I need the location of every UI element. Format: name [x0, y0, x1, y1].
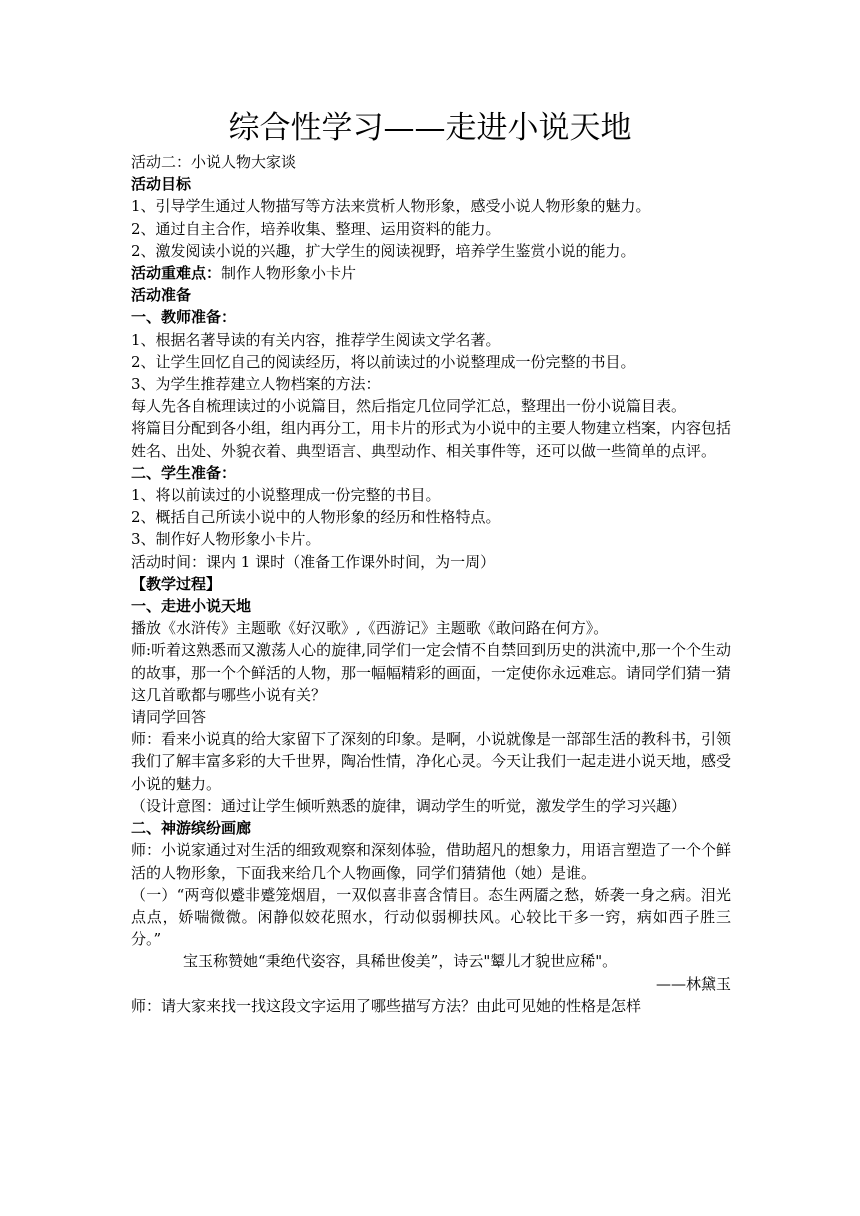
page-title: 综合性学习——走进小说天地 — [228, 110, 632, 146]
student-prep-item: 3、制作好人物形象小卡片。 — [131, 530, 321, 549]
prep-heading: 活动准备 — [131, 286, 192, 305]
last-line: 师：请大家来找一找这段文字运用了哪些描写方法？由此可见她的性格是怎样 — [131, 996, 642, 1015]
process-heading: 【教学过程】 — [131, 574, 222, 593]
student-prep-heading: 二、学生准备： — [131, 463, 237, 482]
goal-item: 1、引导学生通过人物描写等方法来赏析人物形象，感受小说人物形象的魅力。 — [131, 197, 651, 216]
teacher-prep-heading: 一、教师准备： — [131, 308, 237, 327]
key-text: 制作人物形象小卡片 — [221, 264, 357, 283]
goals-heading: 活动目标 — [131, 175, 192, 194]
activity-line: 活动二：小说人物大家谈 — [131, 153, 297, 171]
quote-line: 宝玉称赞她“秉绝代姿容，具稀世俊美”，诗云"颦儿才貌世应稀"。 — [183, 952, 618, 971]
section2-heading: 二、神游缤纷画廊 — [131, 819, 252, 838]
student-prep-item: 1、将以前读过的小说整理成一份完整的书目。 — [131, 486, 441, 505]
section1-paragraph: 请同学回答 — [131, 708, 207, 727]
section1-paragraph: 师:听着这熟悉而又激荡人心的旋律,同学们一定会情不自禁回到历史的洪流中,那一个个生动的故事，那一个个鲜活的人物，那一幅幅精彩的画面，一定使你永远难忘。请同学们猜一猜这几首歌都与哪些小说有关？ — [131, 641, 732, 704]
section1-paragraph: 师：看来小说真的给大家留下了深刻的印象。是啊，小说就像是一部部生活的教科书，引领我们了解丰富多彩的大千世界，陶冶性情，净化心灵。今天让我们一起走进小说天地，感受小说的魅力。 — [131, 730, 732, 793]
teacher-prep-item: 将篇目分配到各小组，组内再分工，用卡片的形式为小说中的主要人物建立档案，内容包括姓名、出处、外貌衣着、典型语言、典型动作、相关事件等，还可以做一些简单的点评。 — [131, 419, 732, 460]
goal-item: 2、通过自主合作，培养收集、整理、运用资料的能力。 — [131, 219, 501, 238]
section1-paragraph: 播放《水浒传》主题歌《好汉歌》,《西游记》主题歌《敢问路在何方》。 — [131, 619, 609, 638]
key-points — [131, 262, 731, 284]
key-label: 活动重难点： — [131, 264, 222, 283]
section2-paragraph: 师：小说家通过对生活的细致观察和深刻体验，借助超凡的想象力，用语言塑造了一个个鲜活的人物形象，下面我来给几个人物画像，同学们猜猜他（她）是谁。 — [131, 841, 732, 882]
section1-paragraph: （设计意图：通过让学生倾听熟悉的旋律，调动学生的听觉，激发学生的学习兴趣） — [131, 796, 687, 815]
teacher-prep-item: 1、根据名著导读的有关内容，推荐学生阅读文学名著。 — [131, 330, 501, 349]
section1-heading: 一、走进小说天地 — [131, 597, 252, 616]
section2-paragraph: （一）“两弯似蹙非蹙笼烟眉，一双似喜非喜含情目。态生两靥之愁，娇袭一身之病。泪光点点，娇喘微微。闲静似姣花照水，行动似弱柳扶风。心较比干多一窍，病如西子胜三分。” — [131, 885, 731, 949]
teacher-prep-item: 2、让学生回忆自己的阅读经历，将以前读过的小说整理成一份完整的书目。 — [131, 352, 636, 371]
goal-item: 2、激发阅读小说的兴趣，扩大学生的阅读视野，培养学生鉴赏小说的能力。 — [131, 241, 636, 260]
teacher-prep-item: 3、为学生推荐建立人物档案的方法： — [131, 375, 381, 394]
document-body — [131, 151, 731, 1017]
teacher-prep-item: 每人先各自梳理读过的小说篇目，然后指定几位同学汇总，整理出一份小说篇目表。 — [131, 397, 687, 416]
attribution: ——林黛玉 — [655, 974, 731, 993]
student-prep-item: 2、概括自己所读小说中的人物形象的经历和性格特点。 — [131, 508, 501, 527]
activity-time: 活动时间：课内 1 课时（准备工作课外时间，为一周） — [131, 552, 496, 571]
